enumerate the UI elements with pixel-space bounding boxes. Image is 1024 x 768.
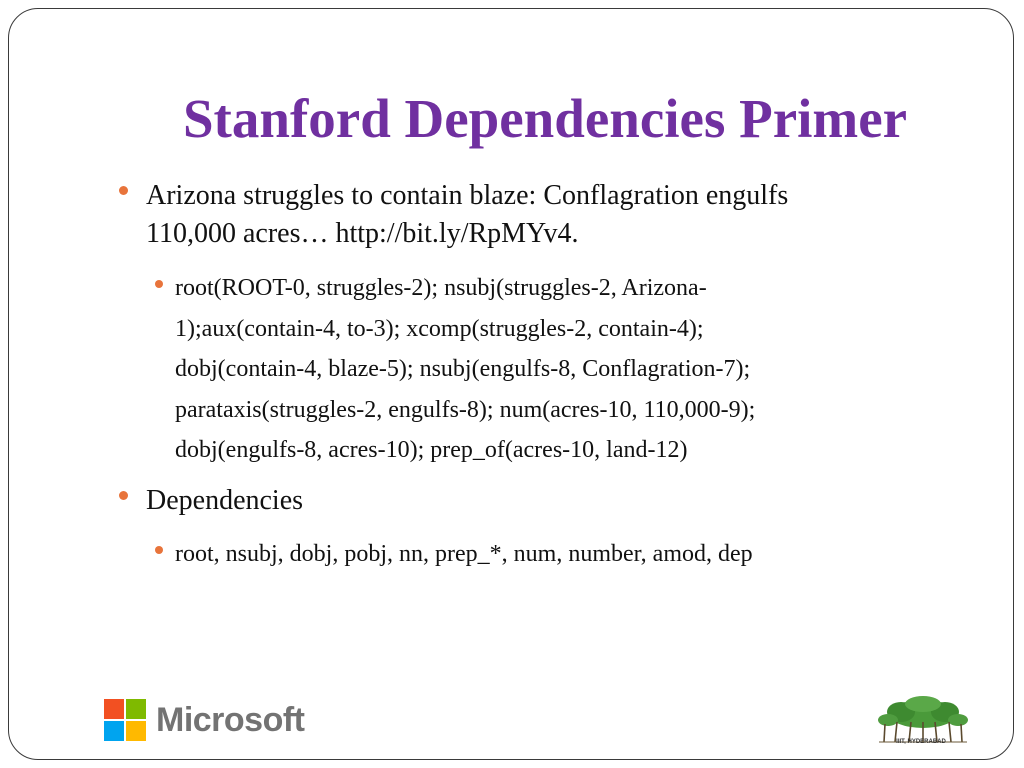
bullet-line: Dependencies	[146, 485, 304, 516]
sub-bullet-line: dobj(engulfs-8, acres-10); prep_of(acres-10, land-12)	[175, 437, 688, 463]
bullet-marker	[119, 491, 128, 500]
slide	[8, 8, 1014, 760]
bullet-item-2	[146, 482, 303, 520]
sub-bullet-line: 1);aux(contain-4, to-3); xcomp(struggles-2, contain-4);	[175, 315, 704, 342]
sub-bullet-item-1	[175, 268, 755, 471]
sub-bullet-marker	[155, 280, 163, 288]
sub-bullet-line: root(ROOT-0, struggles-2); nsubj(struggles-2, Arizona-	[175, 275, 707, 301]
bullet-line: 110,000 acres… http://bit.ly/RpMYv4.	[146, 218, 579, 249]
bullet-marker	[119, 186, 128, 195]
microsoft-logo-text: Microsoft	[156, 700, 305, 739]
banyan-tree-icon	[873, 694, 973, 754]
bullet-line: Arizona struggles to contain blaze: Conflagration engulfs	[146, 180, 789, 211]
microsoft-logo-square	[126, 699, 146, 719]
sub-bullet-marker	[155, 546, 163, 554]
slide-content	[9, 9, 1013, 759]
sub-bullet-line: parataxis(struggles-2, engulfs-8); num(acres-10, 110,000-9);	[175, 396, 756, 423]
microsoft-logo-square	[126, 721, 146, 741]
microsoft-logo-square	[104, 721, 124, 741]
slide-title: Stanford Dependencies Primer	[182, 88, 908, 149]
microsoft-logo-square	[104, 699, 124, 719]
sub-bullet-line: root, nsubj, dobj, pobj, nn, prep_*, num, number, amod, dep	[175, 541, 753, 567]
bullet-item-1	[146, 177, 788, 253]
microsoft-logo	[104, 699, 305, 741]
iiit-logo-text: IIIT, HYDERABAD	[896, 739, 946, 745]
sub-bullet-line: dobj(contain-4, blaze-5); nsubj(engulfs-8, Conflagration-7);	[175, 356, 751, 382]
microsoft-windows-icon	[104, 699, 146, 741]
sub-bullet-item-2	[175, 534, 753, 575]
